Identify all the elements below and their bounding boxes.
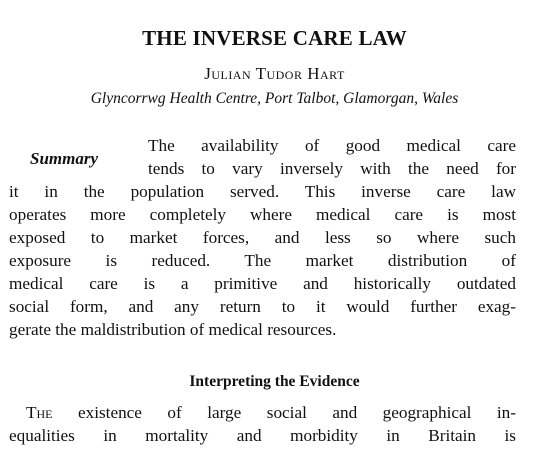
summary-line-7: medical care is a primitive and historically outdated bbox=[9, 274, 516, 293]
author-name: Julian Tudor Hart bbox=[204, 64, 345, 83]
summary-line-1: The availability of good medical care bbox=[148, 136, 516, 155]
author-affiliation: Glyncorrwg Health Centre, Port Talbot, Glamorgan, Wales bbox=[90, 90, 459, 107]
summary-label: Summary bbox=[30, 149, 99, 168]
body-lead-word: The bbox=[26, 403, 53, 422]
article-title: THE INVERSE CARE LAW bbox=[142, 26, 407, 50]
body-line-1-text: existence of large social and geographical in- bbox=[52, 403, 516, 422]
summary-line-3: it in the population served. This inverse care law bbox=[9, 182, 516, 201]
summary-line-2: tends to vary inversely with the need for bbox=[148, 159, 516, 178]
summary-line-8: social form, and any return to it would further exag- bbox=[9, 297, 516, 316]
summary-line-4: operates more completely where medical care is most bbox=[9, 205, 516, 224]
section-heading: Interpreting the Evidence bbox=[189, 373, 360, 390]
body-line-1 bbox=[26, 403, 516, 423]
body-line-2: equalities in mortality and morbidity in Britain is bbox=[9, 426, 516, 445]
summary-line-5: exposed to market forces, and less so where such bbox=[9, 228, 516, 247]
summary-line-9: gerate the maldistribution of medical resources. bbox=[9, 320, 337, 339]
summary-line-6: exposure is reduced. The market distribution of bbox=[9, 251, 516, 270]
